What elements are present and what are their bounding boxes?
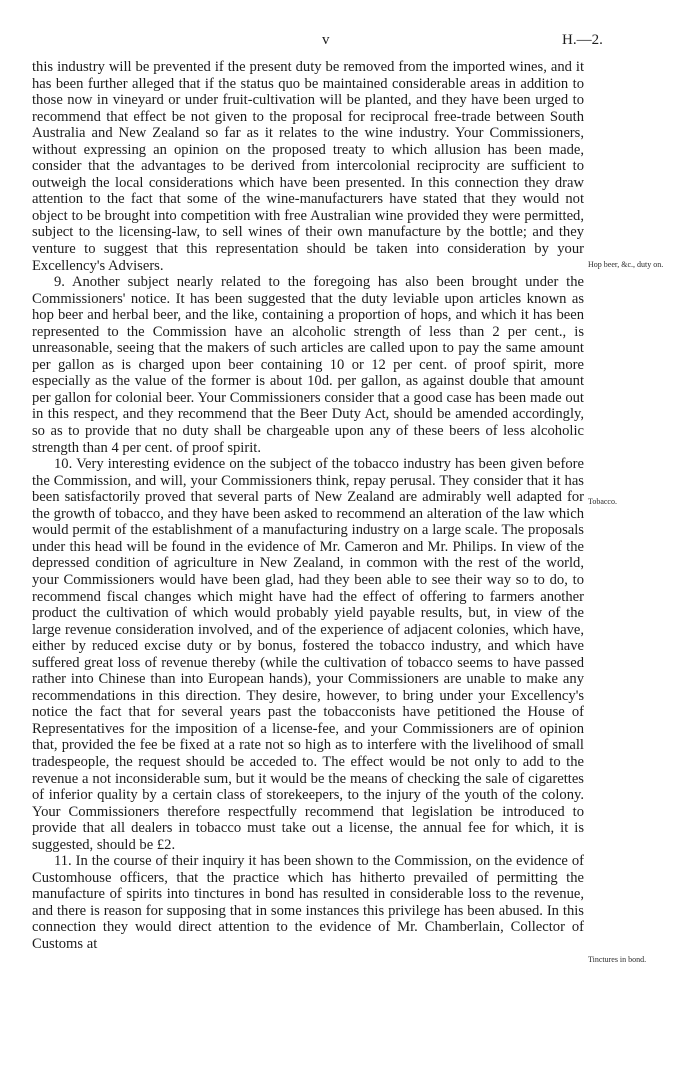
page-number: v: [322, 32, 330, 48]
margin-note-tinctures: Tinctures in bond.: [588, 955, 647, 964]
paragraph-10: 10. Very interesting evidence on the subject of the tobacco industry has been given before the Commission, and will, your Commissioners think, repay perusal. They consider that it has been satisfactorily proved that several parts of New Zealand are admirably well adapted for the growth of tobacco, and they have been asked to recommend an alteration of the law which would permit of the establishment of a manufacturing industry on a large scale. The proposals under this head will be found in the evidence of Mr. Cameron and Mr. Philips. In view of the depressed condition of agriculture in New Zealand, in common with the rest of the world, your Commissioners would have been glad, had they been able to see their way so to do, to recommend fiscal changes which might have had the effect of offering to farmers another product the cultivation of which would probably yield payable results, but, in view of the large revenue consideration involved, and of the experience of adjacent colonies, which have, either by reduced excise duty or by bonus, fostered the tobacco industry, and which have suffered great loss of revenue thereby (while the cultivation of tobacco seems to have passed rather into Chinese than into European hands), your Commissioners are unable to make any recommendations in this direction. They desire, however, to bring under your Excellency's notice the fact that for several years past the tobacconists have petitioned the House of Representatives for the imposition of a license-fee, and your Commissioners are of opinion that, provided the fee be fixed at a rate not so high as to interfere with the livelihood of small tradespeople, the request should be acceded to. The effect would be not only to add to the revenue a not inconsiderable sum, but it would be the means of checking the sale of cigarettes of inferior quality by a certain class of storekeepers, to the injury of the youth of the colony. Your Commissioners therefore respectfully recommend that legislation be introduced to provide that all dealers in tobacco must take out a license, the annual fee for which, it is suggested, should be £2.: [32, 456, 584, 853]
paragraph-9: 9. Another subject nearly related to the foregoing has also been brought under the Commissioners' notice. It has been suggested that the duty leviable upon articles known as hop beer and herbal beer, and the like, containing a proportion of hops, and which it has been represented to the Commission have an alcoholic strength of less than 2 per cent., is unreasonable, seeing that the makers of such articles are called upon to pay the same amount per gallon as is charged upon beer containing 10 or 12 per cent. of proof spirit, more especially as the value of the former is about 10d. per gallon, as against double that amount per gallon for colonial beer. Your Commissioners consider that a good case has been made out in this respect, and they recommend that the Beer Duty Act, should be amended accordingly, so as to provide that no duty shall be chargeable upon any of these beers of less alcoholic strength than 4 per cent. of proof spirit.: [32, 274, 584, 456]
paragraph-continuation: this industry will be prevented if the present duty be removed from the imported wines, and it has been further alleged that if the status quo be maintained considerable areas in addition to those now in vineyard or under fruit-cultivation will be planted, and they have been urged to recommend that effect be not given to the proposal for reciprocal free-trade between South Australia and New Zealand so far as it relates to the wine industry. Your Commissioners, without expressing an opinion on the proposed treaty to which allusion has been made, consider that the advantages to be derived from intercolonial reciprocity are sufficient to outweigh the local considerations which have been presented. In this connection they draw attention to the fact that some of the wine-manufacturers have stated that they would not object to be brought into competition with free Australian wine provided they were permitted, subject to the licensing-law, to sell wines of their own manufacture by the bottle; and they venture to suggest that this representation should be taken into consideration by your Excellency's Advisers.: [32, 59, 584, 274]
body-text: [32, 59, 584, 953]
margin-note-hop-beer: Hop beer, &c., duty on.: [588, 260, 664, 269]
paragraph-11: 11. In the course of their inquiry it has been shown to the Commission, on the evidence of Customhouse officers, that the practice which has hitherto prevailed of permitting the manufacture of spirits into tinctures in bond has resulted in considerable loss to the revenue, and there is reason for supposing that in some instances this privilege has been abused. In this connection they would direct attention to the evidence of Mr. Chamberlain, Collector of Customs at: [32, 853, 584, 952]
margin-note-tobacco: Tobacco.: [588, 497, 617, 506]
page-header: [0, 32, 700, 52]
document-reference: H.—2.: [562, 32, 603, 48]
